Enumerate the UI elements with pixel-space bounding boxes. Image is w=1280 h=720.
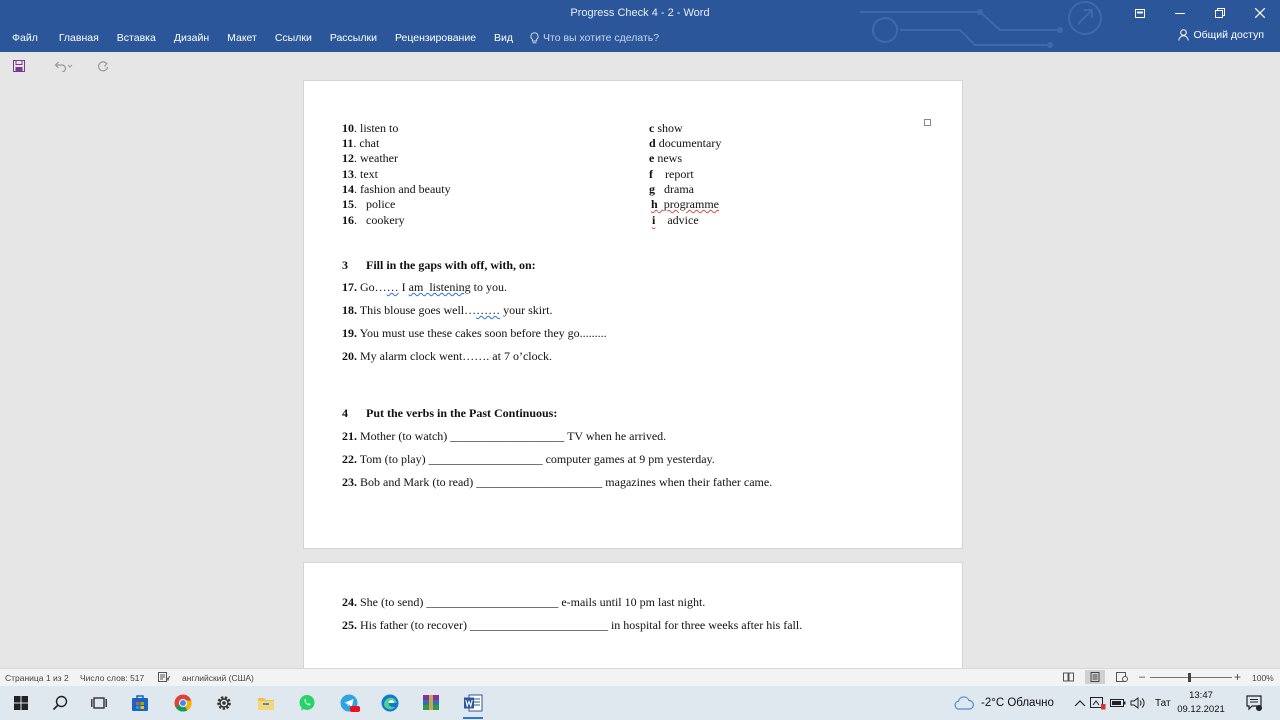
task-view-icon[interactable] [89,693,109,713]
undo-icon[interactable] [53,59,73,77]
notification-tray-icon[interactable] [1088,693,1108,713]
tab-file[interactable]: Файл [12,32,38,44]
tab-home[interactable]: Главная [58,32,99,44]
lightbulb-icon [530,32,539,44]
settings-gear-icon[interactable] [214,693,234,713]
store-icon[interactable] [130,693,150,713]
close-button[interactable] [1240,0,1280,26]
zoom-slider[interactable] [1150,677,1232,678]
exercise-line: 19. You must use these cakes soon before they go......... [342,326,607,340]
file-explorer-icon[interactable] [256,693,276,713]
action-center-icon[interactable] [1244,693,1264,713]
zoom-out-button[interactable]: – [1139,671,1146,683]
clock-date: 09.12.2021 [1177,704,1225,715]
share-label: Общий доступ [1193,29,1264,41]
tab-references[interactable]: Ссылки [274,32,312,44]
search-icon[interactable] [50,693,70,713]
exercise-line: 23. Bob and Mark (to read) _____________________ magazines when their father came. [342,475,773,489]
battery-icon[interactable] [1108,693,1128,713]
volume-icon[interactable] [1128,693,1148,713]
language-label: Тат [1155,697,1171,709]
restore-button[interactable] [1200,0,1240,26]
ribbon-tabs [0,29,659,47]
tab-review[interactable]: Рецензирование [394,32,477,44]
list-item: i advice [652,213,699,227]
document-page-1[interactable] [303,80,963,549]
list-item: d documentary [649,136,722,150]
list-item: g drama [649,182,694,196]
winrar-icon[interactable] [421,693,441,713]
chevron-up-icon[interactable] [1070,693,1090,713]
list-item: f report [649,167,694,181]
list-item: 12. weather [342,151,398,165]
status-bar [0,668,1280,686]
ribbon-display-options-icon[interactable] [1120,0,1160,26]
list-item: 15. police [342,197,396,211]
exercise-line: 22. Tom (to play) ___________________ computer games at 9 pm yesterday. [342,452,715,466]
list-item: 10. listen to [342,121,399,135]
web-layout-icon[interactable] [1116,672,1128,684]
edge-icon[interactable] [380,693,400,713]
exercise-line: 25. His father (to recover) _______________________ in hospital for three weeks after his fall. [342,618,803,632]
list-item: c show [649,121,683,135]
system-clock[interactable] [1176,689,1226,717]
title-bar [0,0,1280,52]
share-button[interactable] [1178,29,1264,41]
zoom-in-button[interactable]: + [1234,670,1242,684]
zoom-level[interactable]: 100% [1252,673,1274,683]
tell-me-text: Что вы хотите сделать? [543,32,660,44]
weather-text: -2°C Облачно [981,697,1054,709]
weather-widget[interactable] [953,686,1054,720]
cloud-icon [953,696,975,710]
tab-view[interactable]: Вид [494,32,514,44]
zoom-slider-thumb[interactable] [1188,673,1191,682]
window-title: Progress Check 4 - 2 - Word [570,7,710,19]
tab-design[interactable]: Дизайн [173,32,210,44]
list-item: 16. cookery [342,213,405,227]
minimize-button[interactable] [1160,0,1200,26]
exercise-line: 18. This blouse goes well……… your skirt. [342,303,553,317]
page-count[interactable]: Страница 1 из 2 [5,673,69,683]
read-mode-icon[interactable] [1063,672,1074,684]
print-layout-icon[interactable] [1085,670,1105,684]
clock-time: 13:47 [1189,690,1213,701]
list-item: 11. chat [342,136,380,150]
document-page-2[interactable] [303,562,963,672]
whatsapp-icon[interactable] [297,693,317,713]
chrome-icon[interactable] [173,693,193,713]
exercise-line: 24. She (to send) ______________________ e-mails until 10 pm last night. [342,595,706,609]
exercise-line: 20. My alarm clock went……. at 7 o’clock. [342,349,552,363]
telegram-icon[interactable] [340,693,360,713]
input-language[interactable] [1155,686,1171,720]
object-anchor-handle[interactable] [924,119,931,126]
word-count[interactable]: Число слов: 517 [80,673,145,683]
exercise-line: 17. Go…… I am listening to you. [342,280,508,294]
language-indicator[interactable]: английский (США) [182,673,254,683]
windows-start-icon[interactable] [11,693,31,713]
taskbar [0,686,1280,720]
redo-icon[interactable] [97,59,109,77]
tell-me-box[interactable] [522,32,659,44]
list-item: e news [649,151,682,165]
active-app-indicator [463,717,483,719]
tab-mailings[interactable]: Рассылки [329,32,377,44]
list-item: 14. fashion and beauty [342,182,451,196]
section-heading: 4 Put the verbs in the Past Continuous: [342,406,558,420]
save-icon[interactable] [13,59,25,77]
list-item: h programme [651,197,719,211]
proofing-icon[interactable] [158,672,170,684]
section-heading: 3 Fill in the gaps with off, with, on: [342,258,536,272]
word-app-icon[interactable] [463,693,483,713]
quick-access-toolbar [0,52,1280,80]
list-item: 13. text [342,167,378,181]
person-icon [1178,29,1189,41]
tab-layout[interactable]: Макет [227,32,257,44]
exercise-line: 21. Mother (to watch) ___________________ TV when he arrived. [342,429,667,443]
tab-insert[interactable]: Вставка [116,32,156,44]
